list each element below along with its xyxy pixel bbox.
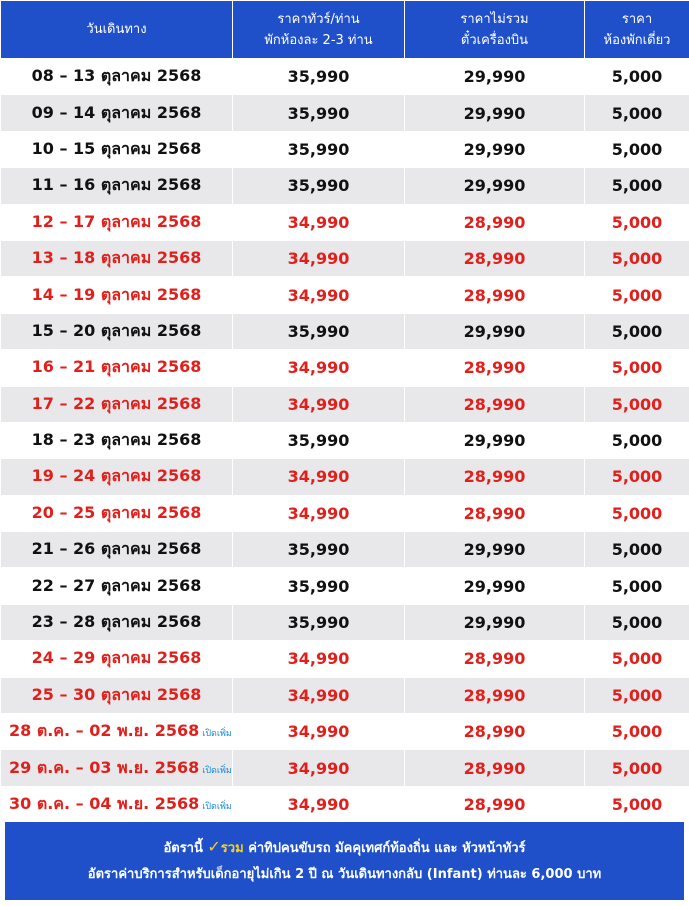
table-row <box>1 59 689 95</box>
footer-included-label: รวม <box>220 841 244 856</box>
travel-date-cell <box>1 568 233 604</box>
no-flight-price-cell: 28,990 <box>405 277 585 313</box>
tour-price-cell: 34,990 <box>233 495 405 531</box>
travel-date-cell <box>1 641 233 677</box>
table-row <box>1 95 689 131</box>
single-room-price-cell: 5,000 <box>585 131 689 167</box>
single-room-price-cell: 5,000 <box>585 714 689 750</box>
single-room-price-cell: 5,000 <box>585 240 689 276</box>
table-row <box>1 495 689 531</box>
travel-date-cell <box>1 459 233 495</box>
table-row <box>1 677 689 713</box>
travel-date: 12 – 17 ตุลาคม 2568 <box>31 211 202 231</box>
no-flight-price-cell: 29,990 <box>405 568 585 604</box>
tour-price-cell: 34,990 <box>233 750 405 786</box>
header-tour-price-line1: ราคาทัวร์/ท่าน <box>277 11 360 27</box>
footer-line-2: อัตราค่าบริการสำหรับเด็กอายุไม่เกิน 2 ปี ณ วันเดินทางกลับ (Infant) ท่านละ 6,000 บาท <box>87 867 602 882</box>
table-row <box>1 277 689 313</box>
travel-date: 09 – 14 ตุลาคม 2568 <box>31 102 202 122</box>
travel-date: 11 – 16 ตุลาคม 2568 <box>31 175 202 195</box>
travel-date-cell <box>1 422 233 458</box>
travel-date: 17 – 22 ตุลาคม 2568 <box>31 393 202 413</box>
travel-date-cell <box>1 204 233 240</box>
header-single-room-line2: ห้องพักเดี่ยว <box>603 32 671 48</box>
travel-date: 20 – 25 ตุลาคม 2568 <box>31 502 202 522</box>
footer-line-1 <box>5 834 684 862</box>
single-room-price-cell: 5,000 <box>585 604 689 640</box>
travel-date: 24 – 29 ตุลาคม 2568 <box>31 648 202 668</box>
table-row <box>1 204 689 240</box>
travel-date-cell <box>1 313 233 349</box>
single-room-price-cell: 5,000 <box>585 168 689 204</box>
travel-date: 21 – 26 ตุลาคม 2568 <box>31 539 202 559</box>
table-row <box>1 786 689 822</box>
no-flight-price-cell: 28,990 <box>405 240 585 276</box>
no-flight-price-cell: 28,990 <box>405 714 585 750</box>
table-row <box>1 168 689 204</box>
tour-price-cell: 34,990 <box>233 277 405 313</box>
travel-date-cell <box>1 277 233 313</box>
tour-price-cell: 35,990 <box>233 604 405 640</box>
price-table-body <box>1 59 689 823</box>
travel-date: 13 – 18 ตุลาคม 2568 <box>31 248 202 268</box>
travel-date-cell <box>1 59 233 95</box>
tour-price-cell: 35,990 <box>233 168 405 204</box>
travel-date: 22 – 27 ตุลาคม 2568 <box>31 575 202 595</box>
table-row <box>1 313 689 349</box>
no-flight-price-cell: 28,990 <box>405 350 585 386</box>
no-flight-price-cell: 28,990 <box>405 750 585 786</box>
single-room-price-cell: 5,000 <box>585 750 689 786</box>
travel-date-cell <box>1 168 233 204</box>
tour-price-cell: 34,990 <box>233 386 405 422</box>
single-room-price-cell: 5,000 <box>585 495 689 531</box>
no-flight-price-cell: 28,990 <box>405 641 585 677</box>
table-row <box>1 641 689 677</box>
tour-price-cell: 35,990 <box>233 422 405 458</box>
check-icon: ✓ <box>207 837 221 856</box>
tour-price-cell: 34,990 <box>233 459 405 495</box>
table-row <box>1 240 689 276</box>
table-row <box>1 750 689 786</box>
travel-date: 29 ต.ค. – 03 พ.ย. 2568 <box>9 757 200 777</box>
header-no-flight-price <box>405 1 585 59</box>
no-flight-price-cell: 28,990 <box>405 459 585 495</box>
single-room-price-cell: 5,000 <box>585 641 689 677</box>
tour-price-cell: 34,990 <box>233 677 405 713</box>
no-flight-price-cell: 28,990 <box>405 204 585 240</box>
single-room-price-cell: 5,000 <box>585 386 689 422</box>
table-row <box>1 350 689 386</box>
travel-date-cell <box>1 714 233 750</box>
travel-date-cell <box>1 532 233 568</box>
travel-date: 15 – 20 ตุลาคม 2568 <box>31 320 202 340</box>
header-no-flight-line1: ราคาไม่รวม <box>460 11 529 27</box>
extra-departure-label: เปิดเพิ่ม <box>202 765 232 776</box>
no-flight-price-cell: 29,990 <box>405 604 585 640</box>
no-flight-price-cell: 29,990 <box>405 95 585 131</box>
travel-date-cell <box>1 131 233 167</box>
no-flight-price-cell: 29,990 <box>405 59 585 95</box>
travel-date: 19 – 24 ตุลาคม 2568 <box>31 466 202 486</box>
single-room-price-cell: 5,000 <box>585 677 689 713</box>
tour-price-cell: 35,990 <box>233 131 405 167</box>
travel-date: 14 – 19 ตุลาคม 2568 <box>31 284 202 304</box>
travel-date-cell <box>1 240 233 276</box>
footer-note <box>5 822 684 900</box>
tour-price-cell: 34,990 <box>233 350 405 386</box>
footer-prefix: อัตรานี้ <box>163 841 203 856</box>
header-tour-price <box>233 1 405 59</box>
tour-price-cell: 35,990 <box>233 313 405 349</box>
single-room-price-cell: 5,000 <box>585 350 689 386</box>
table-row <box>1 568 689 604</box>
no-flight-price-cell: 29,990 <box>405 422 585 458</box>
no-flight-price-cell: 28,990 <box>405 386 585 422</box>
header-single-room-line1: ราคา <box>621 11 653 27</box>
travel-date-cell <box>1 350 233 386</box>
tour-price-cell: 34,990 <box>233 714 405 750</box>
header-travel-date: วันเดินทาง <box>1 1 233 59</box>
tour-price-cell: 35,990 <box>233 568 405 604</box>
single-room-price-cell: 5,000 <box>585 459 689 495</box>
travel-date: 18 – 23 ตุลาคม 2568 <box>31 430 202 450</box>
travel-date-cell <box>1 95 233 131</box>
extra-departure-label: เปิดเพิ่ม <box>202 729 232 740</box>
travel-date: 28 ต.ค. – 02 พ.ย. 2568 <box>9 721 200 741</box>
travel-date: 16 – 21 ตุลาคม 2568 <box>31 357 202 377</box>
no-flight-price-cell: 29,990 <box>405 532 585 568</box>
single-room-price-cell: 5,000 <box>585 204 689 240</box>
table-row <box>1 714 689 750</box>
travel-date-cell <box>1 677 233 713</box>
table-row <box>1 459 689 495</box>
single-room-price-cell: 5,000 <box>585 532 689 568</box>
travel-date-cell <box>1 386 233 422</box>
travel-date-cell <box>1 750 233 786</box>
travel-date-cell <box>1 604 233 640</box>
no-flight-price-cell: 29,990 <box>405 168 585 204</box>
table-row <box>1 386 689 422</box>
no-flight-price-cell: 29,990 <box>405 313 585 349</box>
tour-price-cell: 34,990 <box>233 240 405 276</box>
footer-included-items: ค่าทิปคนขับรถ มัคคุเทศก์ท้องถิ่น และ หัวหน้าทัวร์ <box>248 841 526 856</box>
header-row <box>1 1 689 59</box>
tour-price-cell: 34,990 <box>233 641 405 677</box>
travel-date: 10 – 15 ตุลาคม 2568 <box>31 138 202 158</box>
table-row <box>1 422 689 458</box>
table-row <box>1 532 689 568</box>
travel-date-cell <box>1 786 233 822</box>
single-room-price-cell: 5,000 <box>585 59 689 95</box>
no-flight-price-cell: 28,990 <box>405 677 585 713</box>
single-room-price-cell: 5,000 <box>585 95 689 131</box>
single-room-price-cell: 5,000 <box>585 568 689 604</box>
no-flight-price-cell: 28,990 <box>405 495 585 531</box>
tour-price-cell: 35,990 <box>233 532 405 568</box>
single-room-price-cell: 5,000 <box>585 786 689 822</box>
travel-date: 08 – 13 ตุลาคม 2568 <box>31 66 202 86</box>
tour-price-cell: 34,990 <box>233 204 405 240</box>
travel-date: 30 ต.ค. – 04 พ.ย. 2568 <box>9 794 200 813</box>
header-single-room <box>585 1 689 59</box>
travel-date: 25 – 30 ตุลาคม 2568 <box>31 684 202 704</box>
travel-date-cell <box>1 495 233 531</box>
tour-price-cell: 35,990 <box>233 59 405 95</box>
single-room-price-cell: 5,000 <box>585 422 689 458</box>
header-tour-price-line2: พักห้องละ 2-3 ท่าน <box>264 32 373 48</box>
extra-departure-label: เปิดเพิ่ม <box>202 802 232 812</box>
single-room-price-cell: 5,000 <box>585 313 689 349</box>
tour-price-cell: 34,990 <box>233 786 405 822</box>
table-row <box>1 131 689 167</box>
no-flight-price-cell: 28,990 <box>405 786 585 822</box>
tour-price-cell: 35,990 <box>233 95 405 131</box>
single-room-price-cell: 5,000 <box>585 277 689 313</box>
table-row <box>1 604 689 640</box>
header-no-flight-line2: ตั๋วเครื่องบิน <box>460 32 529 48</box>
travel-date: 23 – 28 ตุลาคม 2568 <box>31 612 202 632</box>
no-flight-price-cell: 29,990 <box>405 131 585 167</box>
